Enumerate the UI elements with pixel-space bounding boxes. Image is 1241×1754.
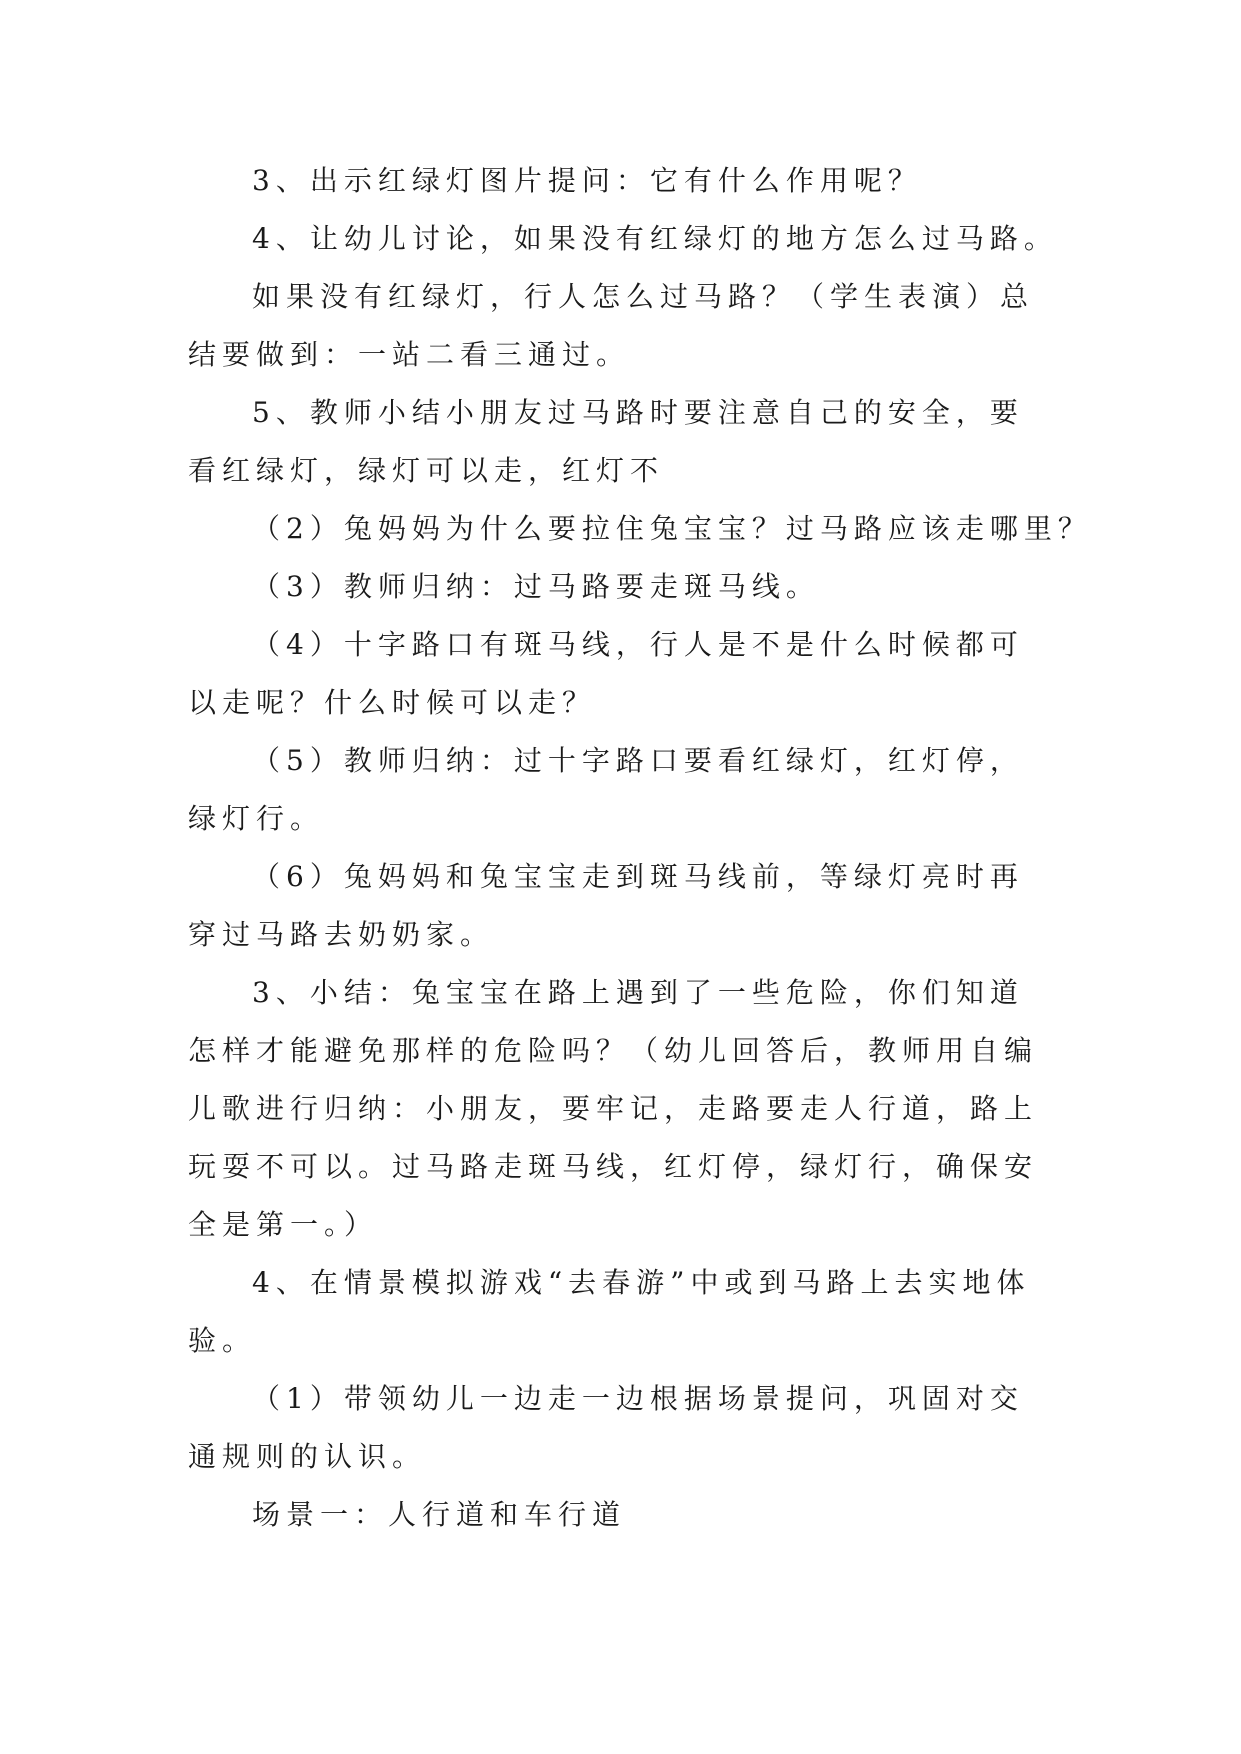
paragraph-7: （4）十字路口有斑马线，行人是不是什么时候都可以走呢？什么时候可以走？ xyxy=(188,628,1024,719)
paragraph-8: （5）教师归纳：过十字路口要看红绿灯，红灯停，绿灯行。 xyxy=(188,744,1024,835)
paragraph-3: 如果没有红绿灯，行人怎么过马路？（学生表演）总结要做到：一站二看三通过。 xyxy=(188,280,1035,371)
paragraph-9: （6）兔妈妈和兔宝宝走到斑马线前，等绿灯亮时再穿过马路去奶奶家。 xyxy=(188,860,1024,951)
paragraph-6: （3）教师归纳：过马路要走斑马线。 xyxy=(252,570,820,603)
paragraph-11: 4、在情景模拟游戏“去春游”中或到马路上去实地体验。 xyxy=(188,1266,1031,1357)
paragraph-4: 5、教师小结小朋友过马路时要注意自己的安全，要看红绿灯，绿灯可以走，红灯不 xyxy=(188,396,1024,487)
paragraph-5: （2）兔妈妈为什么要拉住兔宝宝？过马路应该走哪里？ xyxy=(252,512,1092,545)
paragraph-13: 场景一：人行道和车行道 xyxy=(252,1498,627,1531)
paragraph-2: 4、让幼儿讨论，如果没有红绿灯的地方怎么过马路。 xyxy=(252,222,1058,255)
document-body xyxy=(188,152,1092,1544)
paragraph-12: （1）带领幼儿一边走一边根据场景提问，巩固对交通规则的认识。 xyxy=(188,1382,1024,1473)
paragraph-10: 3、小结：兔宝宝在路上遇到了一些危险，你们知道怎样才能避免那样的危险吗？（幼儿回答后，教师用自编儿歌进行归纳：小朋友，要牢记，走路要走人行道，路上玩耍不可以。过马路走斑马线，红灯停，绿灯行，确保安全是第一。） xyxy=(188,976,1039,1241)
paragraph-1: 3、出示红绿灯图片提问：它有什么作用呢？ xyxy=(252,164,922,197)
